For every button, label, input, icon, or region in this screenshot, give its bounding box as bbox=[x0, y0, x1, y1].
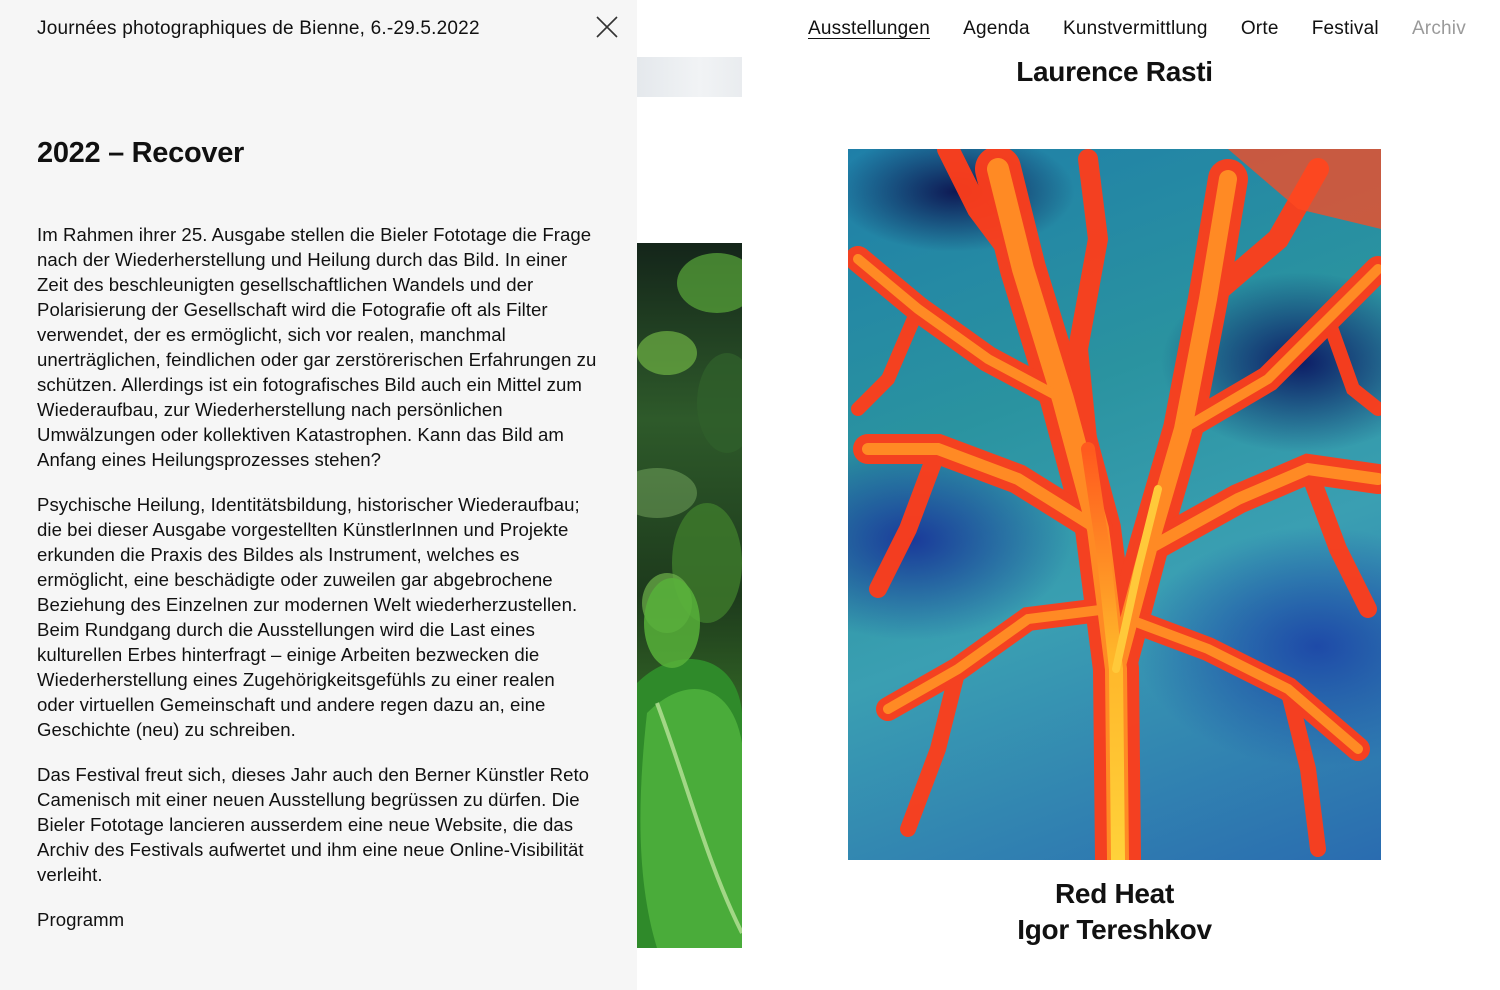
red-heat-artwork bbox=[848, 149, 1381, 860]
panel-paragraph-1: Im Rahmen ihrer 25. Ausgabe stellen die Bieler Fototage die Frage nach der Wiederherstellung und Heilung durch das Bild. In einer Zeit des beschleunigten gesellschaftlichen Wandels und der Polarisierung der Gesellschaft wird die Fotografie oft als Filter verwendet, der es ermöglicht, sich vor realen, manchmal unerträglichen, feindlichen oder gar zerstörerischen Erfahrungen zu schützen. Allerdings ist ein fotografisches Bild auch ein Mittel zum Wiederaufbau, zur Wiederherstellung nach persönlichen Umwälzungen oder kollektiven Katastrophen. Kann das Bild am Anfang eines Heilungsprozesses stehen? bbox=[37, 224, 597, 470]
nav-item-archiv[interactable]: Archiv bbox=[1411, 18, 1466, 39]
close-icon bbox=[594, 14, 620, 40]
partial-image-leaves[interactable] bbox=[637, 243, 742, 948]
leaf-photo bbox=[637, 243, 742, 948]
exhibition-title[interactable]: Red Heat bbox=[1055, 878, 1174, 909]
panel-paragraph-3: Das Festival freut sich, dieses Jahr auch den Berner Künstler Reto Camenisch mit einer neuen Ausstellung begrüssen zu dürfen. Die Bieler Fototage lancieren ausserdem eine neue Website, die das Archiv des Festivals aufwertet und ihm eine neue Online-Visibilität verleiht. bbox=[37, 764, 590, 885]
nav-item-festival[interactable]: Festival bbox=[1311, 18, 1379, 39]
exhibition-caption[interactable] bbox=[848, 876, 1381, 948]
panel-header-title: Journées photographiques de Bienne, 6.-29.5.2022 bbox=[37, 18, 480, 39]
main-nav bbox=[808, 18, 1466, 40]
exhibition-image-red-heat[interactable] bbox=[848, 149, 1381, 860]
panel-paragraph-2: Psychische Heilung, Identitätsbildung, historischer Wiederaufbau; die bei dieser Ausgabe vorgestellten KünstlerInnen und Projekte erkunden die Praxis des Bildes als Instrument, welches es ermöglicht, eine beschädigte oder zuweilen gar abgebrochene Beziehung des Einzelnen zur modernen Welt wiederherzustellen. Beim Rundgang durch die Ausstellungen wird die Last eines kulturellen Erbes hinterfragt – einige Arbeiten bezwecken die Wiederherstellung eines Zugehörigkeitsgefühls zu einer realen oder virtuellen Gemeinschaft und andere regen dazu an, eine Geschichte (neu) zu schreiben. bbox=[37, 494, 580, 740]
exhibition-artist-name-top[interactable]: Laurence Rasti bbox=[1016, 56, 1213, 87]
partial-image-top[interactable] bbox=[637, 57, 742, 97]
nav-item-kunstvermittlung[interactable]: Kunstvermittlung bbox=[1062, 18, 1208, 39]
nav-item-ausstellungen[interactable]: Ausstellungen bbox=[808, 18, 930, 39]
festival-info-panel bbox=[0, 0, 637, 990]
panel-body bbox=[37, 222, 597, 932]
panel-title: 2022 – Recover bbox=[37, 137, 245, 169]
close-panel-button[interactable] bbox=[594, 14, 620, 40]
program-link[interactable]: Programm bbox=[37, 909, 125, 930]
exhibition-artist[interactable]: Igor Tereshkov bbox=[1017, 914, 1212, 945]
nav-item-orte[interactable]: Orte bbox=[1240, 18, 1279, 39]
nav-item-agenda[interactable]: Agenda bbox=[963, 18, 1030, 39]
